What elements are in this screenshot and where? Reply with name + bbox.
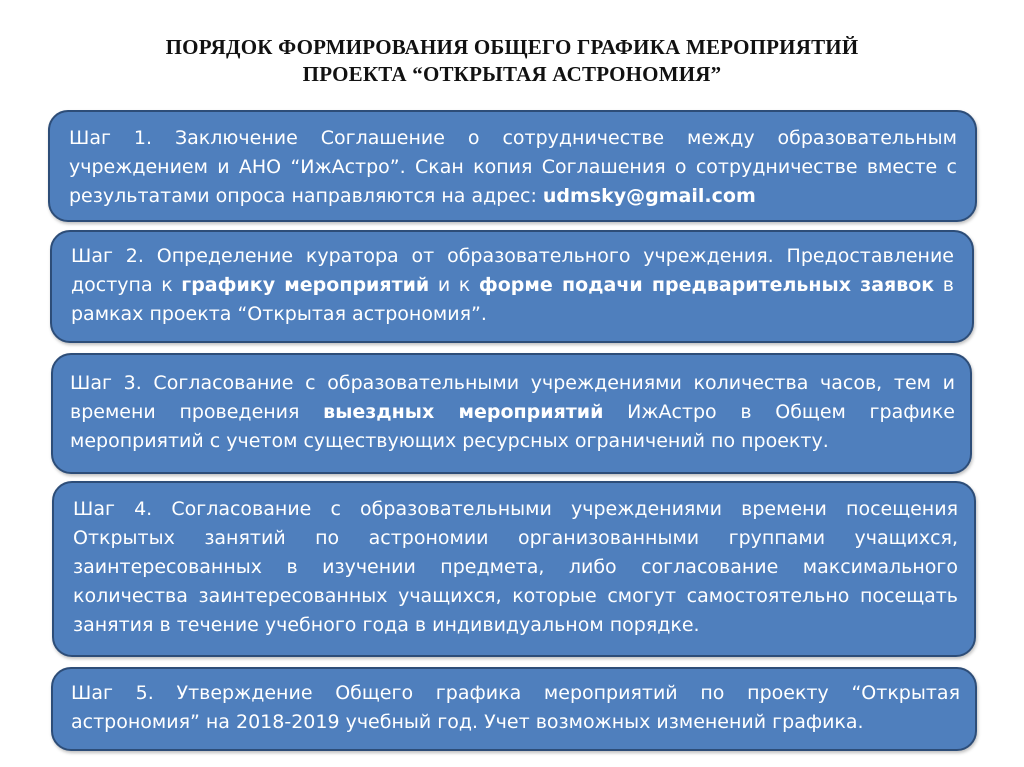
step-5-box: [51, 667, 977, 751]
title-line-2: ПРОЕКТА “ОТКРЫТАЯ АСТРОНОМИЯ”: [302, 62, 722, 86]
step-2-box: [50, 230, 974, 343]
events-schedule-link: графику мероприятий: [181, 274, 430, 296]
step-3-text: Шаг 3. Согласование с образовательными учреждениями количества часов, тем и времени проведения выездных мероприятий ИжАстро в Общем графике мероприятий с учетом существующих ресурсных ограничений по проекту.: [70, 372, 955, 452]
step-1-text: Шаг 1. Заключение Соглашение о сотрудничестве между образовательным учреждением и АНО “ИжАстро”. Скан копия Соглашения о сотрудничестве вместе с результатами опроса направляются на адрес: udmsky@gmail.com: [69, 127, 957, 207]
email-address: udmsky@gmail.com: [542, 185, 756, 207]
step-1-box: [48, 110, 977, 222]
page-title: [0, 34, 1024, 88]
field-events-emphasis: выездных мероприятий: [323, 401, 604, 423]
step-5-text: Шаг 5. Утверждение Общего графика мероприятий по проекту “Открытая астрономия” на 2018-2019 учебный год. Учет возможных изменений графика.: [71, 682, 960, 733]
application-form-link: форме подачи предварительных заявок: [478, 274, 935, 296]
step-2-text: Шаг 2. Определение куратора от образовательного учреждения. Предоставление доступа к графику мероприятий и к форме подачи предварительных заявок в рамках проекта “Открытая астрономия”.: [71, 245, 955, 325]
step-4-text: Шаг 4. Согласование с образовательными учреждениями времени посещения Открытых занятий по астрономии организованными группами учащихся, заинтересованных в изучении предмета, либо согласование максимального количества заинтересованных учащихся, которые смогут самостоятельно посещать занятия в течение учебного года в индивидуальном порядке.: [73, 498, 958, 636]
step-3-box: [51, 353, 972, 474]
title-line-1: ПОРЯДОК ФОРМИРОВАНИЯ ОБЩЕГО ГРАФИКА МЕРОПРИЯТИЙ: [165, 35, 859, 59]
step-4-box: [52, 481, 976, 657]
